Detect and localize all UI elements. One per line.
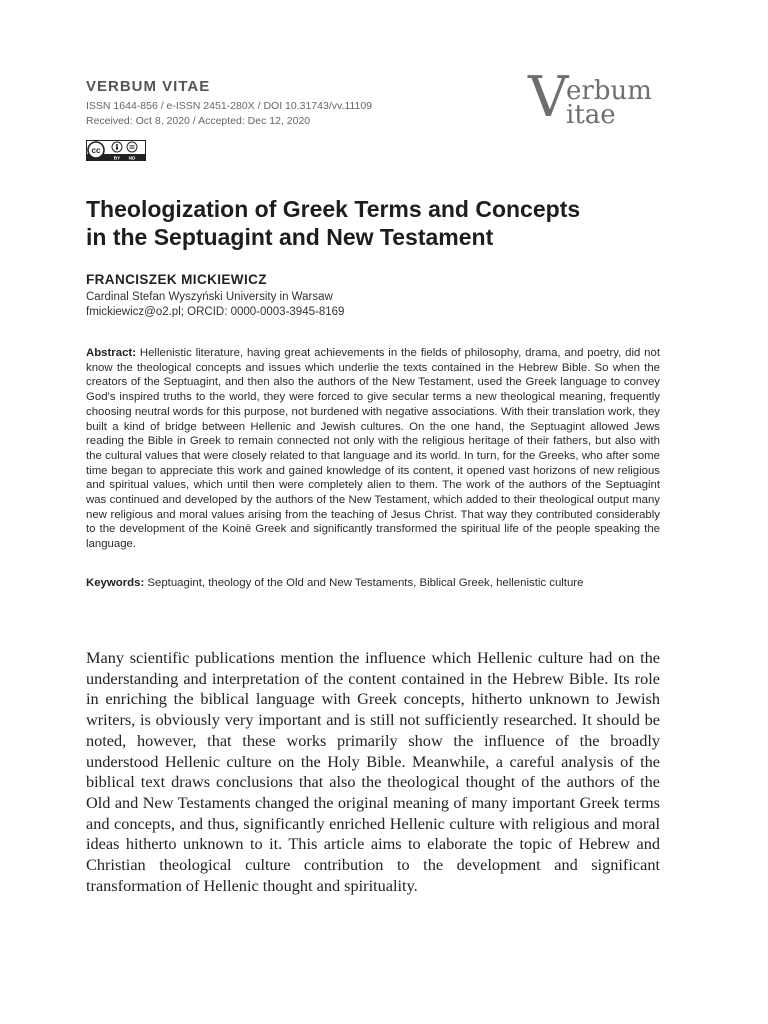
issn-doi-line: ISSN 1644-856 / e-ISSN 2451-280X / DOI 10.31743/vv.11109 xyxy=(86,100,373,112)
body-paragraph: Many scientific publications mention the influence which Hellenic culture had on the understanding and interpretation of the content contained in the Hebrew Bible. Its role in enriching the biblical language with Greek concepts, hitherto unknown to Jewish writers, is obviously very important and is still not sufficiently researched. It should be noted, however, that these works primarily show the influence of the broadly understood Hellenic culture on the Holy Bible. Meanwhile, a careful analysis of the biblical text draws conclusions that also the theological thought of the authors of the Old and New Testaments changed the original meaning of many important Greek terms and concepts, and thus, significantly enriched Hellenic culture with religious and moral ideas hitherto unknown to it. This article aims to elaborate the topic of Hebrew and Christian theological culture contribution to the development and significant transformation of Hellenic thought and spirituality. xyxy=(86,648,660,895)
keywords-text: Septuagint, theology of the Old and New Testaments, Biblical Greek, hellenistic culture xyxy=(144,577,584,589)
author-affiliation: Cardinal Stefan Wyszyński University in Warsaw xyxy=(86,291,333,303)
dates-line: Received: Oct 8, 2020 / Accepted: Dec 12, 2020 xyxy=(86,115,311,127)
abstract-label: Abstract: xyxy=(86,347,137,359)
title-line-2: in the Septuagint and New Testament xyxy=(86,224,494,250)
by-label: BY xyxy=(113,155,121,161)
cc-text: cc xyxy=(91,146,101,155)
cc-license-badge xyxy=(86,140,146,161)
abstract xyxy=(86,346,660,552)
nd-label: ND xyxy=(128,155,136,161)
journal-logo xyxy=(528,65,668,134)
nd-no-derivatives-icon xyxy=(127,142,137,152)
logo-initial: V xyxy=(528,65,569,130)
keywords xyxy=(86,576,660,591)
keywords-label: Keywords: xyxy=(86,577,145,589)
logo-word-1: erbum xyxy=(566,76,652,106)
abstract-text: Hellenistic literature, having great achievements in the fields of philosophy, drama, and poetry, did not know the theological concepts and issues which underlie the texts contained in the Hebrew Bible. So when the creators of the Septuagint, and then also the authors of the New Testament, used the Greek language to convey God's inspired truths to the world, they were forced to give secular terms a new theological meaning, frequently choosing neutral words for this purpose, not burdened with negative associations. With their translation work, they built a kind of bridge between Hellenic and Jewish cultures. On the one hand, the Septuagint allowed Jews reading the Bible in Greek to remain connected not only with the religious heritage of their fathers, but also with the cultural values that were closely related to that language and its world. In turn, for the Greeks, who after some time began to appreciate this work and gained knowledge of its content, it opened vast horizons of new religious and spiritual values, which until then were completely alien to them. The work of the authors of the Septuagint was continued and developed by the authors of the New Testament, which added to their theological output many new religious and moral values arising from the teaching of Jesus Christ. That way they contributed considerably to the development of the Koinē Greek and significantly transformed the spiritual life of the people speaking the language. xyxy=(86,347,660,551)
author-contact: fmickiewicz@o2.pl; ORCID: 0000-0003-3945-8169 xyxy=(86,306,345,318)
journal-name: VERBUM VITAE xyxy=(86,78,211,95)
logo-word-2: itae xyxy=(566,100,616,130)
author-name: FRANCISZEK MICKIEWICZ xyxy=(86,272,267,287)
article-title xyxy=(86,195,686,251)
title-line-1: Theologization of Greek Terms and Concepts xyxy=(86,196,581,222)
